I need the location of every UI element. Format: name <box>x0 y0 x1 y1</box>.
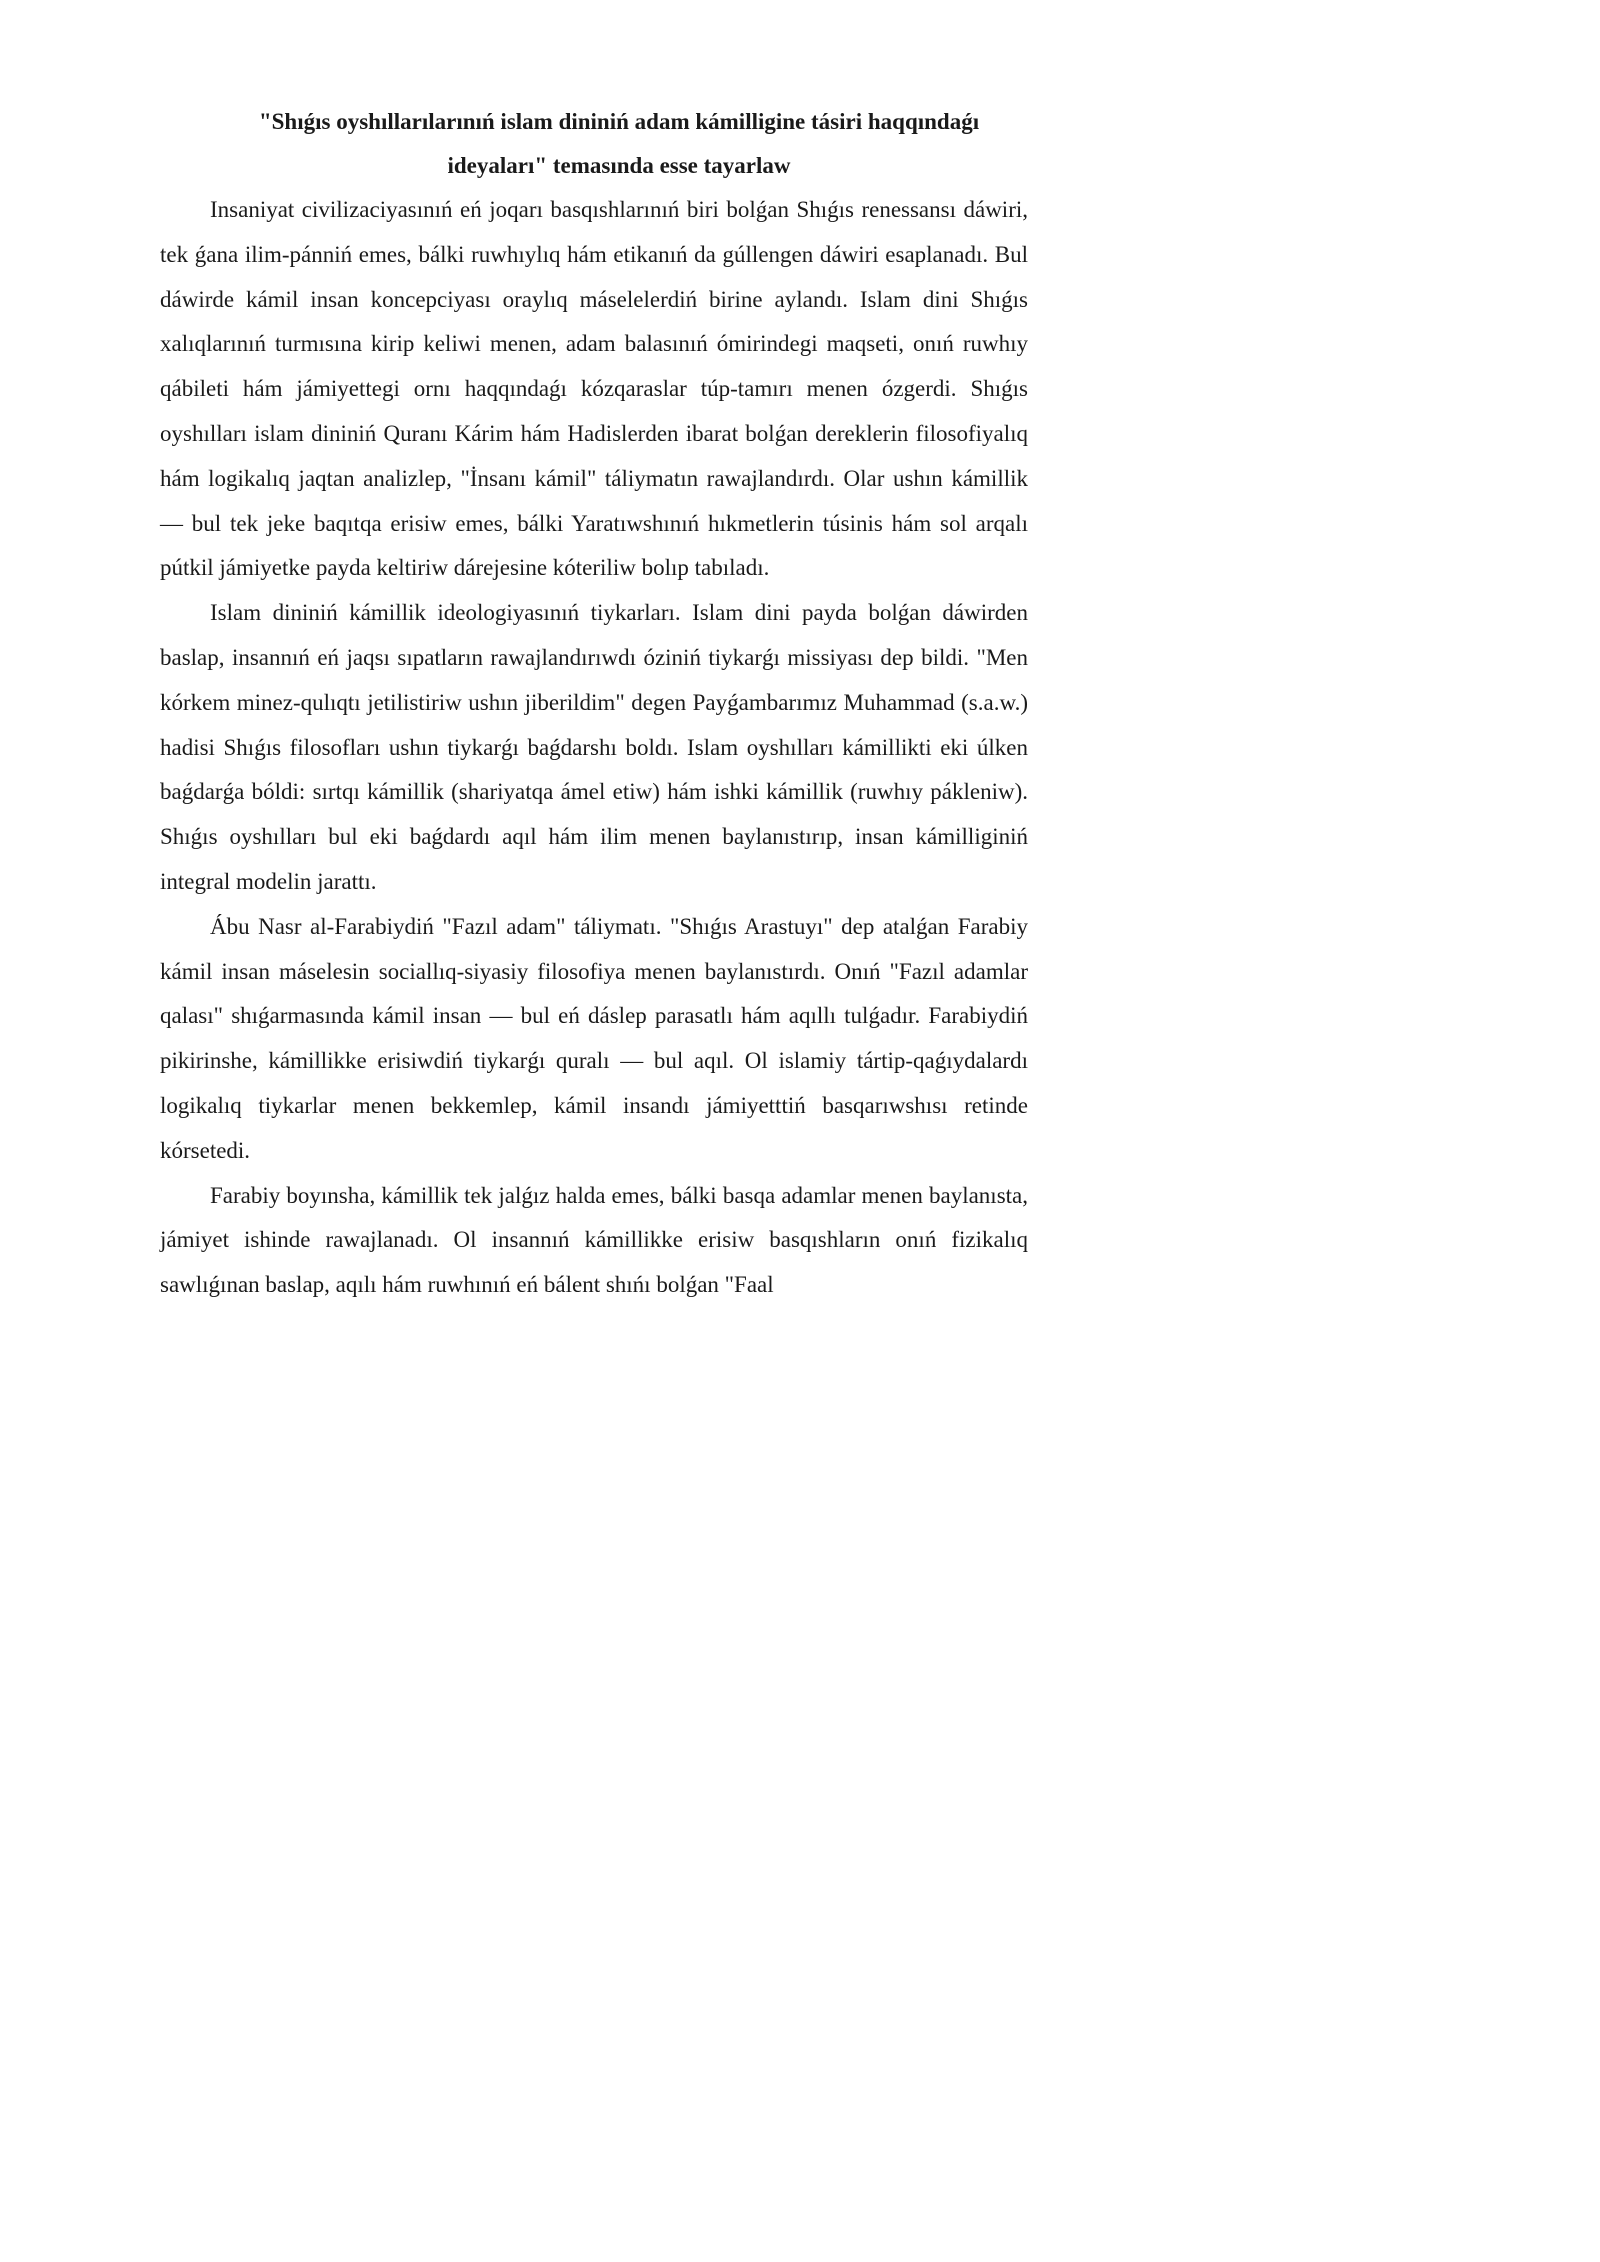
paragraph-2: Islam dininiń kámillik ideologiyasınıń tiykarları. Islam dini payda bolǵan dáwirden baslap, insannıń eń jaqsı sıpatların rawajlandırıwdı óziniń tiykarǵı missiyası dep bildi. "Men kórkem minez-qulıqtı jetilistiriw ushın jiberildim" degen Payǵambarımız Muhammad (s.a.w.) hadisi Shıǵıs filosofları ushın tiykarǵı baǵdarshı boldı. Islam oyshılları kámillikti eki úlken baǵdarǵa bóldi: sırtqı kámillik (shariyatqa ámel etiw) hám ishki kámillik (ruwhıy pákleniw). Shıǵıs oyshılları bul eki baǵdardı aqıl hám ilim menen baylanıstırıp, insan kámilliginiń integral modelin jarattı. <box>160 600 1028 894</box>
paragraph-3: Ábu Nasr al-Farabiydiń "Fazıl adam" táliymatı. "Shıǵıs Arastuyı" dep atalǵan Farabiy kámil insan máselesin sociallıq-siyasiy filosofiya menen baylanıstırdı. Onıń "Fazıl adamlar qalası" shıǵarmasında kámil insan — bul eń dáslep parasatlı hám aqıllı tulǵadır. Farabiydiń pikirinshe, kámillikke erisiwdiń tiykarǵı quralı — bul aqıl. Ol islamiy tártip-qaǵıydalardı logikalıq tiykarlar menen bekkemlep, kámil insandı jámiyetttiń basqarıwshısı retinde kórsetedi. <box>160 913 1028 1163</box>
paragraph-4: Farabiy boyınsha, kámillik tek jalǵız halda emes, bálki basqa adamlar menen baylanısta, jámiyet ishinde rawajlanadı. Ol insannıń kámillikke erisiw basqıshların onıń fizikalıq sawlıǵınan baslap, aqılı hám ruwhınıń eń bálent shıńı bolǵan "Faal <box>160 1182 1028 1298</box>
document-page <box>0 0 1120 1583</box>
document-body <box>160 100 1028 1308</box>
paragraph-1: Insaniyat civilizaciyasınıń eń joqarı basqıshlarınıń biri bolǵan Shıǵıs renessansı dáwiri, tek ǵana ilim-pánniń emes, bálki ruwhıylıq hám etikanıń da gúllengen dáwiri esaplanadı. Bul dáwirde kámil insan koncepciyası oraylıq máselelerdiń birine aylandı. Islam dini Shıǵıs xalıqlarınıń turmısına kirip keliwi menen, adam balasınıń ómirindegi maqseti, onıń ruwhıy qábileti hám jámiyettegi ornı haqqındaǵı kózqaraslar túp-tamırı menen ózgerdi. Shıǵıs oyshılları islam dininiń Quranı Kárim hám Hadislerden ibarat bolǵan dereklerin filosofiyalıq hám logikalıq jaqtan analizlep, "İnsanı kámil" táliymatın rawajlandırdı. Olar ushın kámillik — bul tek jeke baqıtqa erisiw emes, bálki Yaratıwshınıń hıkmetlerin túsinis hám sol arqalı pútkil jámiyetke payda keltiriw dárejesine kóteriliw bolıp tabıladı. <box>160 197 1028 581</box>
document-title: "Shıǵıs oyshıllarılarınıń islam dininiń adam kámilligine tásiri haqqındaǵı ideyaları" temasında esse tayarlaw <box>258 109 980 178</box>
